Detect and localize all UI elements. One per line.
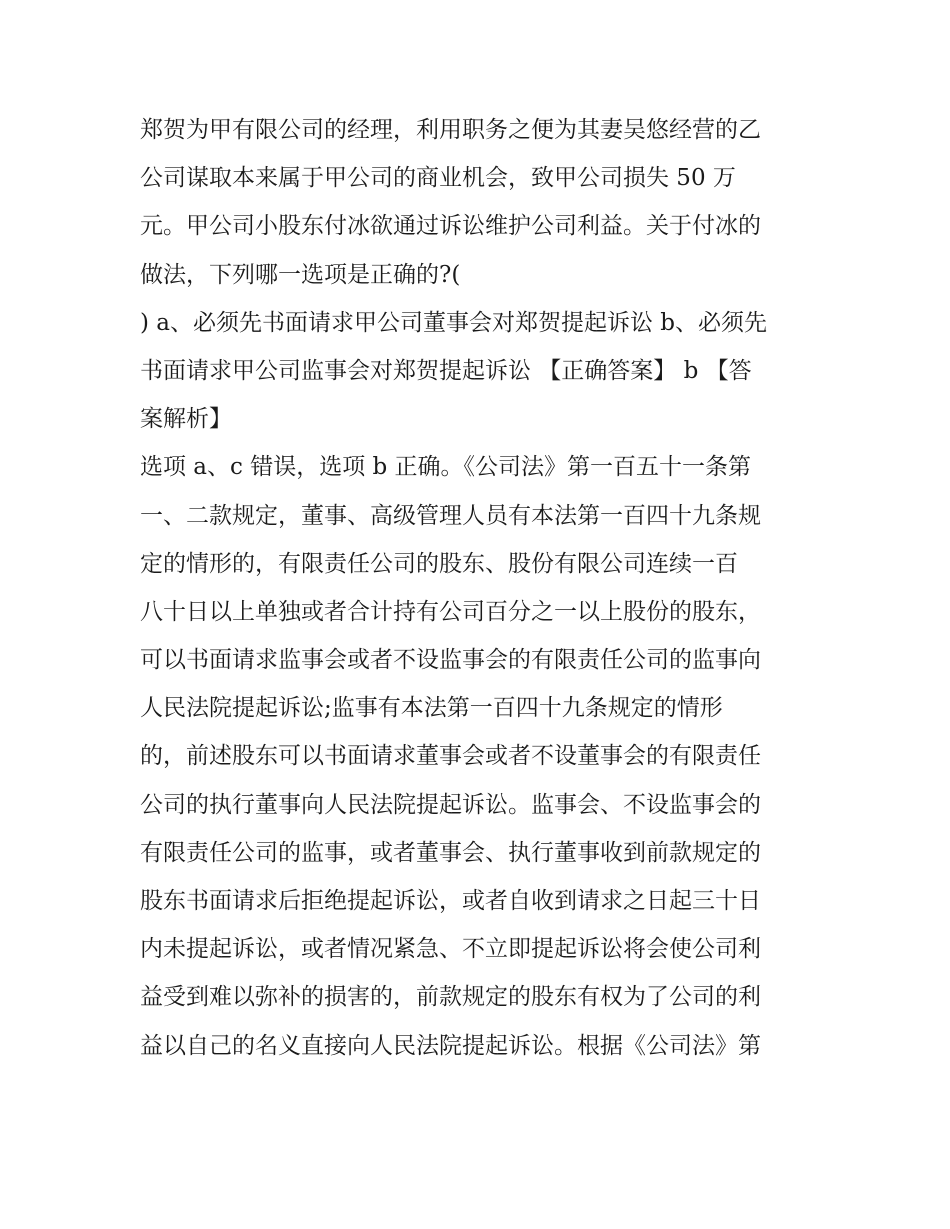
body-text — [140, 106, 820, 1070]
text-line: 可以书面请求监事会或者不设监事会的有限责任公司的监事向 — [140, 647, 761, 674]
text-line: 郑贺为甲有限公司的经理，利用职务之便为其妻吴悠经营的乙 — [140, 117, 761, 143]
text-line: 内未提起诉讼，或者情况紧急、不立即提起诉讼将会使公司利 — [140, 936, 761, 963]
text-line: 定的情形的，有限责任公司的股东、股份有限公司连续一百 — [140, 550, 738, 577]
text-line: ) a、必须先书面请求甲公司董事会对郑贺提起诉讼 b、必须先 — [140, 309, 768, 336]
text-line: 有限责任公司的监事，或者董事会、执行董事收到前款规定的 — [140, 839, 761, 866]
text-line: 益受到难以弥补的损害的，前款规定的股东有权为了公司的利 — [140, 984, 761, 1011]
text-line: 八十日以上单独或者合计持有公司百分之一以上股份的股东， — [140, 598, 761, 625]
text-line: 元。甲公司小股东付冰欲通过诉讼维护公司利益。关于付冰的 — [140, 213, 761, 240]
text-line: 的，前述股东可以书面请求董事会或者不设董事会的有限责任 — [140, 743, 761, 770]
text-line: 公司谋取本来属于甲公司的商业机会，致甲公司损失 50 万 — [140, 165, 736, 192]
text-line: 人民法院提起诉讼;监事有本法第一百四十九条规定的情形 — [140, 695, 723, 722]
text-line: 做法，下列哪一选项是正确的?( — [140, 261, 461, 288]
text-line: 案解析】 — [140, 406, 232, 433]
text-line: 益以自己的名义直接向人民法院提起诉讼。根据《公司法》第 — [140, 1032, 761, 1059]
text-line: 股东书面请求后拒绝提起诉讼，或者自收到请求之日起三十日 — [140, 888, 761, 914]
text-line: 公司的执行董事向人民法院提起诉讼。监事会、不设监事会的 — [140, 791, 761, 818]
text-line: 一、二款规定，董事、高级管理人员有本法第一百四十九条规 — [140, 502, 761, 529]
text-line: 书面请求甲公司监事会对郑贺提起诉讼 【正确答案】 b 【答 — [140, 357, 752, 384]
text-line: 选项 a、c 错误，选项 b 正确。《公司法》第一百五十一条第 — [140, 454, 752, 481]
